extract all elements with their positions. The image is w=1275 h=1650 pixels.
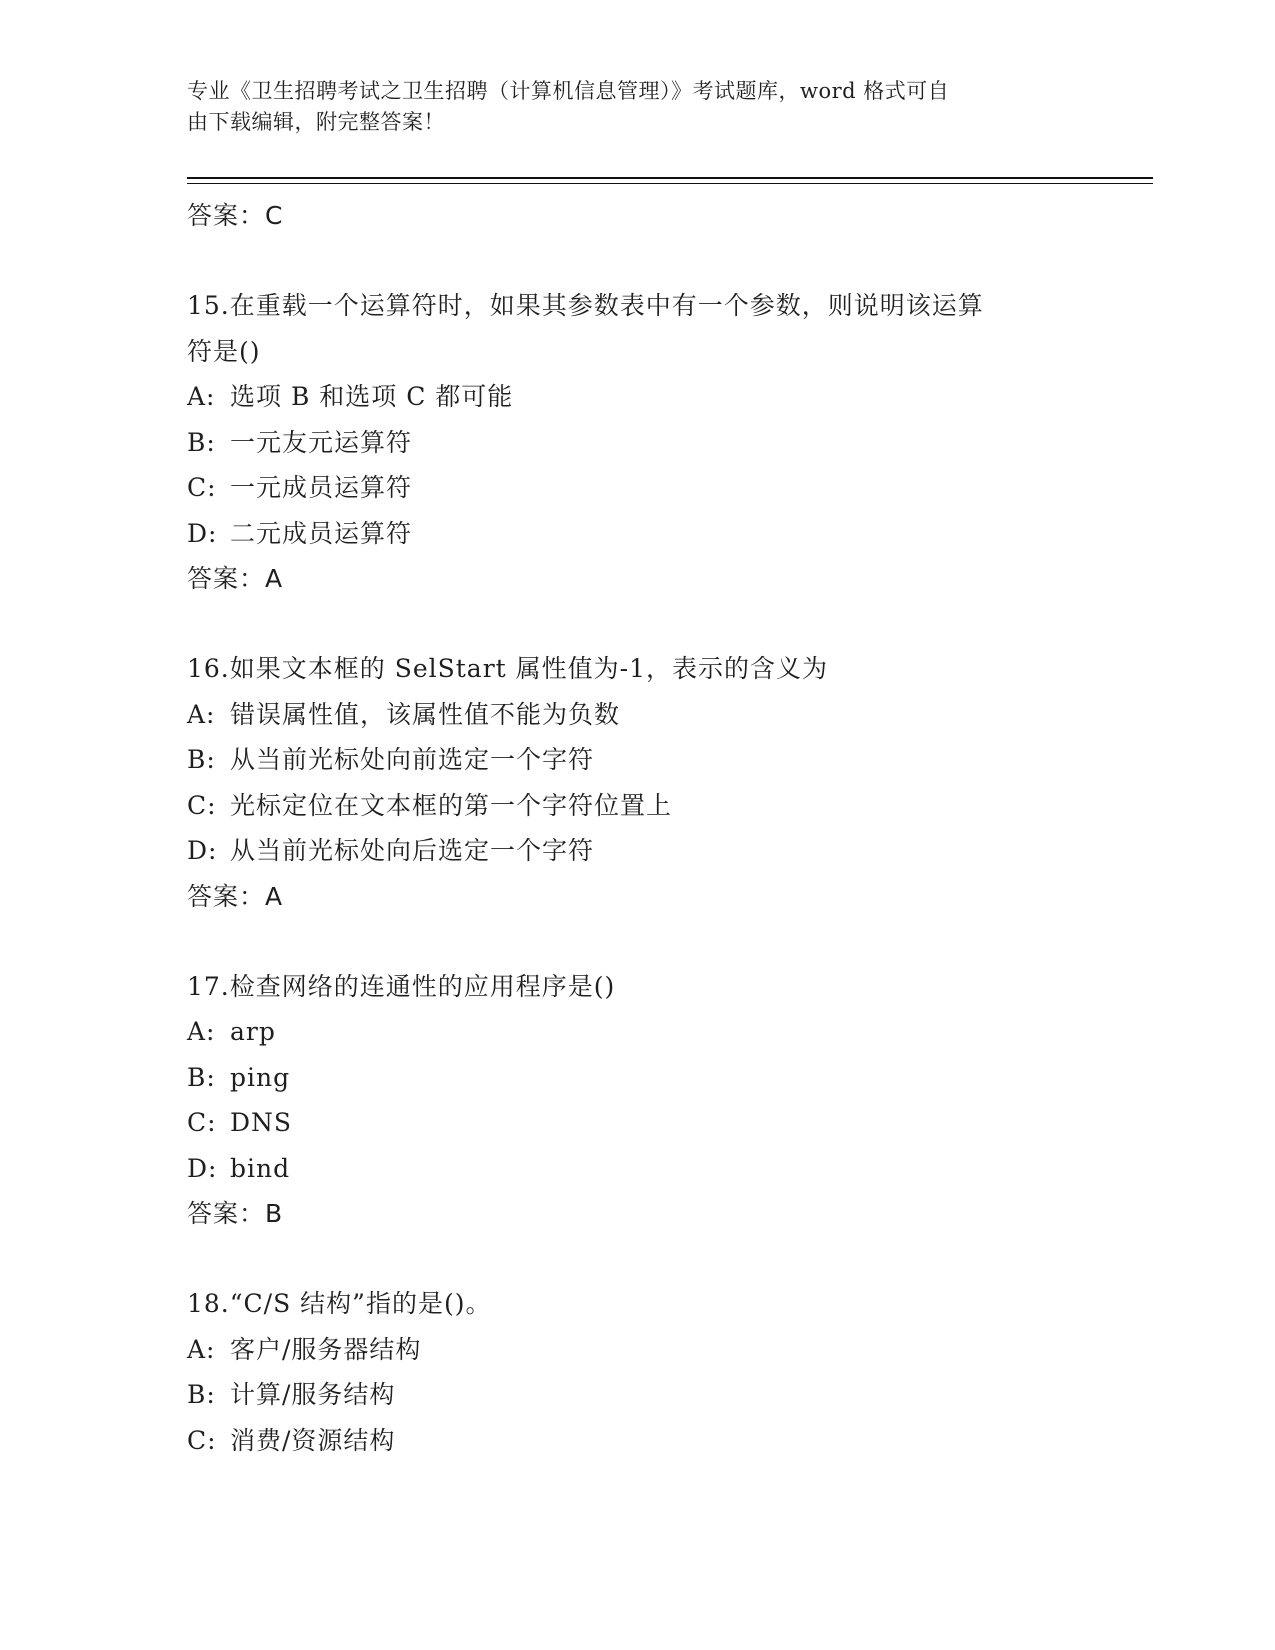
- option-c: [187, 1100, 1087, 1146]
- option-label: C:: [187, 473, 217, 502]
- option-label: A:: [187, 1017, 216, 1046]
- option-label: D:: [187, 518, 218, 548]
- option-text: bind: [230, 1153, 291, 1183]
- option-b: [187, 420, 1087, 466]
- answer: 答案：A: [187, 881, 284, 911]
- question-list: [187, 193, 1087, 1463]
- option-text: 一元成员运算符: [230, 473, 413, 502]
- question-18: [187, 1281, 1087, 1463]
- option-label: B:: [187, 1062, 216, 1092]
- question-stem-cont: 符是(): [187, 336, 261, 366]
- question-17: [187, 964, 1087, 1238]
- option-label: D:: [187, 836, 218, 865]
- option-d: [187, 828, 1087, 874]
- question-16: [187, 646, 1087, 920]
- option-b: [187, 1055, 1087, 1101]
- question-stem: 17.检查网络的连通性的应用程序是(): [187, 971, 616, 1001]
- option-text: 一元友元运算符: [230, 427, 413, 457]
- option-text: arp: [230, 1017, 276, 1046]
- option-c: [187, 465, 1087, 511]
- option-label: C:: [187, 1108, 217, 1137]
- option-text: 计算/服务结构: [230, 1380, 396, 1409]
- option-d: [187, 511, 1087, 557]
- option-text: 从当前光标处向前选定一个字符: [230, 745, 595, 774]
- option-text: 错误属性值，该属性值不能为负数: [230, 699, 621, 729]
- spacer: [187, 1237, 1087, 1281]
- option-label: B:: [187, 1380, 216, 1409]
- option-text: 选项 B 和选项 C 都可能: [230, 382, 514, 411]
- document-header: [187, 76, 1077, 138]
- option-a: [187, 1327, 1087, 1373]
- question-stem: 15.在重载一个运算符时，如果其参数表中有一个参数，则说明该运算: [187, 291, 984, 320]
- answer: 答案：B: [187, 1199, 284, 1228]
- option-c: [187, 783, 1087, 829]
- option-label: C:: [187, 790, 217, 820]
- header-rule-thick: [187, 177, 1153, 179]
- option-a: [187, 1009, 1087, 1055]
- option-b: [187, 1372, 1087, 1418]
- option-label: A:: [187, 382, 216, 411]
- header-line-1: 专业《卫生招聘考试之卫生招聘（计算机信息管理）》考试题库，word 格式可自: [187, 79, 950, 103]
- option-label: B:: [187, 745, 216, 774]
- option-d: [187, 1146, 1087, 1192]
- option-label: A:: [187, 1334, 216, 1364]
- option-text: 二元成员运算符: [230, 518, 413, 548]
- option-a: [187, 692, 1087, 738]
- question-stem: 16.如果文本框的 SelStart 属性值为-1，表示的含义为: [187, 654, 828, 683]
- option-text: 客户/服务器结构: [230, 1334, 422, 1364]
- option-label: A:: [187, 699, 216, 729]
- option-label: C:: [187, 1425, 217, 1455]
- option-text: DNS: [230, 1108, 293, 1137]
- option-b: [187, 737, 1087, 783]
- option-text: 光标定位在文本框的第一个字符位置上: [230, 790, 673, 820]
- header-rule-thin: [187, 183, 1153, 184]
- option-a: [187, 374, 1087, 420]
- question-stem: 18.“C/S 结构”指的是()。: [187, 1289, 492, 1318]
- option-text: 从当前光标处向后选定一个字符: [230, 836, 595, 865]
- header-line-2: 由下载编辑，附完整答案！: [187, 110, 445, 134]
- spacer: [187, 602, 1087, 646]
- option-label: B:: [187, 427, 216, 457]
- option-text: 消费/资源结构: [230, 1425, 396, 1455]
- option-label: D:: [187, 1153, 218, 1183]
- spacer: [187, 239, 1087, 283]
- answer-previous: 答案：C: [187, 201, 284, 230]
- option-text: ping: [230, 1062, 291, 1092]
- option-c: [187, 1418, 1087, 1464]
- answer: 答案：A: [187, 564, 284, 593]
- spacer: [187, 920, 1087, 964]
- question-15: [187, 283, 1087, 602]
